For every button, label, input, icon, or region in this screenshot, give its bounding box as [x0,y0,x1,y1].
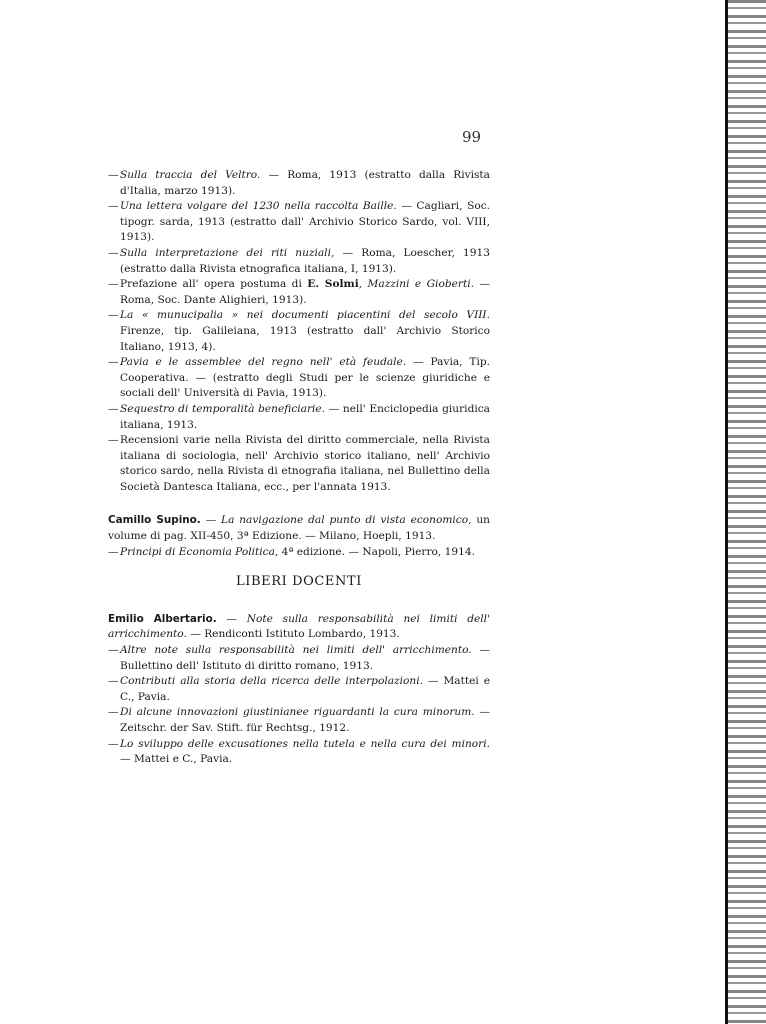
entry-details: — Zeitschr. der Sav. Stift. für Rechtsg., 1912. [120,706,490,734]
entry-title: Una lettera volgare del 1230 nella raccolta Baille. [120,200,397,213]
entry-dash: — [108,706,119,719]
entry-dash: — [108,434,119,447]
scanned-page-edge [726,0,766,1024]
list-item [108,545,490,561]
entry-details: — Rendiconti Istituto Lombardo, 1913. [186,628,400,641]
entry-details: — Pavia, Tip. Cooperativa. — (estratto degli Studi per le scienze giuridiche e sociali dell' Università di Pavia, 1913). [120,356,491,400]
list-item [108,433,490,495]
list-item [108,674,490,705]
entry-title: Principi di Economia Politica, [120,545,279,558]
entry-title: La « munucipalia » nei documenti piacentini del secolo VIII. [120,309,490,322]
entry-author-name: E. Solmi [307,278,359,291]
entry-title: — La navigazione dal punto di vista economico, [200,514,472,527]
list-item [108,737,490,768]
entry-title: — Note sulla responsabilità nei limiti dell' arricchimento. [108,612,490,641]
entry-details: — Bullettino dell' Istituto di diritto romano, 1913. [120,644,490,672]
entry-dash: — [108,675,119,688]
entry-dash: — [108,278,119,291]
entry-title: Di alcune innovazioni giustinianee riguardanti la cura minorum. [120,706,475,719]
entry-dash: — [108,246,119,259]
entry-title: Sulla interpretazione dei riti nuziali, [120,246,335,259]
section-heading: LIBERI DOCENTI [236,574,362,590]
entry-details: — Roma, Loescher, 1913 (estratto dalla Rivista etnografica italiana, I, 1913). [120,246,490,275]
entry-dash: — [108,402,119,415]
entry-title: , Mazzini e Gioberti. [358,278,474,291]
entry-details: — Roma, 1913 (estratto dalla Rivista d'Italia, marzo 1913). [120,169,490,197]
entry-title: Altre note sulla responsabilità nei limiti dell' arricchimento. [120,644,472,657]
entry-details: Firenze, tip. Galileiana, 1913 (estratto dall' Archivio Storico Italiano, 1913, 4). [120,324,490,353]
author-name: Emilio Albertario. [108,612,217,625]
list-item [108,705,490,736]
page-number: 99 [462,128,482,146]
entry-details: Recensioni varie nella Rivista del diritto commerciale, nella Rivista italiana di sociologia, nell' Archivio storico italiano, nell' Archivio storico sardo, nella Rivista di etnografia italiana, nel Bullettino della Società Dantesca Italiana, ecc., per l'annata 1913. [120,434,490,493]
bibliography-group-1 [108,168,490,495]
list-item [108,277,490,308]
entry-title: Sulla traccia del Veltro. [120,169,261,181]
entry-dash: — [108,309,119,322]
list-item [108,402,490,433]
entry-details: 4ª edizione. — Napoli, Pierro, 1914. [278,545,475,558]
entry-dash: — [108,545,119,558]
author-name: Camillo Supino. [108,514,201,527]
entry-details: — nell' Enciclopedia giuridica italiana, 1913. [120,402,490,431]
list-item [108,199,490,246]
list-item [108,308,490,355]
entry-prefix: Prefazione all' opera postuma di [120,278,308,291]
entry-dash: — [108,169,119,181]
entry-title: Sequestro di temporalità beneficiarie. [120,402,326,415]
list-item [108,246,490,277]
entry-details: — Mattei e C., Pavia. [120,675,490,703]
list-item [108,513,490,544]
entry-title: Contributi alla storia della ricerca delle interpolazioni. [120,675,423,688]
page-edge-line [725,0,728,1024]
list-item [108,355,490,402]
entry-dash: — [108,200,119,213]
spacer [108,495,490,513]
entry-details: — Cagliari, Soc. tipogr. sarda, 1913 (estratto dall' Archivio Storico Sardo, vol. VIII, 1913). [120,200,491,244]
entry-dash: — [108,737,119,750]
entry-details: — Mattei e C., Pavia. [120,753,233,766]
entry-title: Pavia e le assemblee del regno nell' età feudale. [120,356,407,369]
entry-dash: — [108,644,119,657]
author-block-supino [108,513,490,560]
author-block-albertario [108,612,490,768]
entry-dash: — [108,356,119,369]
document-body [108,168,490,768]
entry-details: — Roma, Soc. Dante Alighieri, 1913). [120,278,490,306]
list-item [108,168,490,199]
list-item [108,643,490,674]
list-item [108,612,490,643]
entry-details: un volume di pag. XII-450, 3ª Edizione. — Milano, Hoepli, 1913. [108,514,490,543]
entry-title: Lo sviluppo delle excusationes nella tutela e nella cura dei minori. [120,737,490,750]
